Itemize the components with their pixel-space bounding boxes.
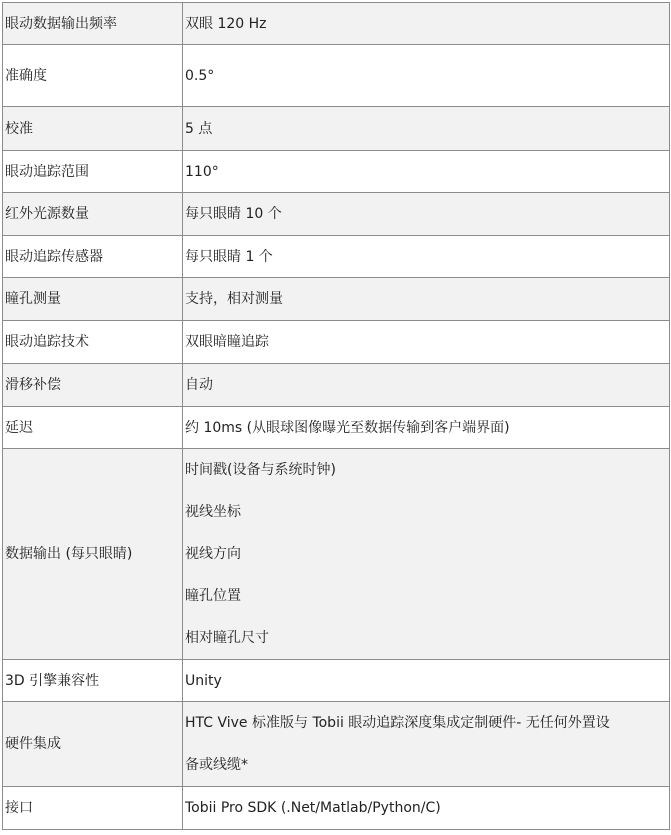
row-value: 每只眼睛 10 个	[183, 193, 670, 236]
table-row	[3, 407, 670, 449]
row-label: 3D 引擎兼容性	[3, 660, 183, 702]
row-label: 延迟	[3, 407, 183, 449]
row-value: 0.5°	[183, 45, 670, 107]
table-row	[3, 107, 670, 151]
row-value: 5 点	[183, 107, 670, 151]
row-label: 眼动追踪传感器	[3, 236, 183, 278]
row-value	[183, 449, 670, 660]
row-label: 瞳孔测量	[3, 278, 183, 321]
row-value: 支持，相对测量	[183, 278, 670, 321]
row-value: Tobii Pro SDK (.Net/Matlab/Python/C)	[183, 787, 670, 830]
table-row	[3, 364, 670, 407]
row-value: 约 10ms (从眼球图像曝光至数据传输到客户端界面)	[183, 407, 670, 449]
data-output-item: 相对瞳孔尺寸	[185, 630, 269, 646]
row-value: 双眼 120 Hz	[183, 3, 670, 45]
row-value: Unity	[183, 660, 670, 702]
row-value: 110°	[183, 151, 670, 193]
row-label: 眼动追踪技术	[3, 321, 183, 364]
row-label: 红外光源数量	[3, 193, 183, 236]
table-row	[3, 449, 670, 660]
table-row	[3, 278, 670, 321]
row-value: 自动	[183, 364, 670, 407]
table-row	[3, 787, 670, 830]
hardware-text-line: 备或线缆*	[185, 757, 248, 773]
spec-table	[2, 2, 670, 830]
row-value: 双眼暗瞳追踪	[183, 321, 670, 364]
table-row	[3, 702, 670, 787]
row-value: 每只眼睛 1 个	[183, 236, 670, 278]
row-label: 准确度	[3, 45, 183, 107]
table-row	[3, 660, 670, 702]
row-label: 接口	[3, 787, 183, 830]
data-output-item: 瞳孔位置	[185, 588, 241, 604]
data-output-item: 视线方向	[185, 546, 241, 562]
hardware-text-line: HTC Vive 标准版与 Tobii 眼动追踪深度集成定制硬件- 无任何外置设	[185, 715, 610, 731]
data-output-item: 时间戳(设备与系统时钟)	[185, 462, 336, 478]
table-row	[3, 151, 670, 193]
table-row	[3, 193, 670, 236]
data-output-item: 视线坐标	[185, 504, 241, 520]
table-row	[3, 3, 670, 45]
row-value	[183, 702, 670, 787]
table-row	[3, 45, 670, 107]
table-row	[3, 236, 670, 278]
row-label: 滑移补偿	[3, 364, 183, 407]
row-label: 数据输出 (每只眼睛)	[3, 449, 183, 660]
row-label: 校准	[3, 107, 183, 151]
row-label: 硬件集成	[3, 702, 183, 787]
table-row	[3, 321, 670, 364]
row-label: 眼动追踪范围	[3, 151, 183, 193]
row-label: 眼动数据输出频率	[3, 3, 183, 45]
